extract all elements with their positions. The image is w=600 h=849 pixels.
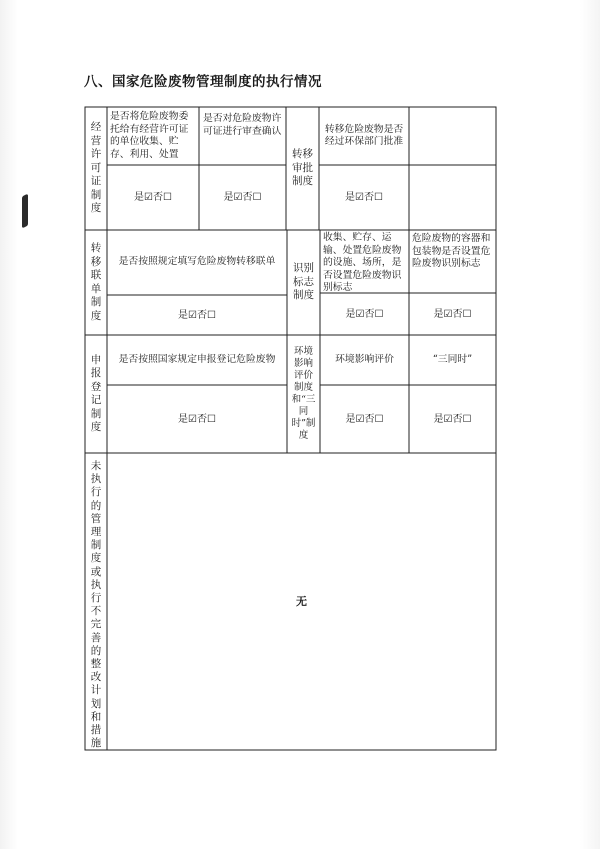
license-answer-entrust[interactable]: 是☑否☐ [134, 192, 172, 203]
license-system-label: 经营许可证制度 [90, 121, 102, 215]
eia-system-label: 环境影响评价制度和“三同时”制度 [291, 346, 316, 441]
transfer-approval-answer[interactable]: 是☑否☐ [345, 192, 383, 203]
license-question-review: 是否对危险废物许可证进行审查确认 [203, 113, 282, 137]
sign-answer-container[interactable]: 是☑否☐ [433, 308, 472, 320]
sign-question-container: 危险废物的容器和包装物是否设置危险废物识别标志 [412, 233, 491, 269]
eia-question: 环境影响评价 [335, 353, 394, 365]
transfer-approval-label: 转移审批制度 [292, 148, 313, 188]
manifest-system-label: 转移联单制度 [90, 242, 102, 322]
license-answer-review[interactable]: 是☑否☐ [223, 192, 262, 203]
declaration-system-label: 申报登记制度 [90, 353, 102, 433]
declaration-question: 是否按照国家规定申报登记危险废物 [118, 353, 276, 365]
sign-question-facility: 收集、贮存、运输、处置危险废物的设施、场所，是否设置危险废物识别标志 [323, 232, 402, 293]
sign-answer-facility[interactable]: 是☑否☐ [345, 308, 384, 320]
rectification-content[interactable]: 无 [296, 595, 307, 608]
eia-answer[interactable]: 是☑否☐ [345, 413, 384, 425]
declaration-answer[interactable]: 是☑否☐ [178, 413, 216, 425]
transfer-approval-question: 转移危险废物是否经过环保部门批准 [324, 123, 404, 147]
sign-system-label: 识别标志制度 [293, 262, 314, 302]
manifest-answer[interactable]: 是☑否☐ [178, 309, 216, 321]
three-simultaneous-answer[interactable]: 是☑否☐ [433, 413, 472, 425]
three-simultaneous-question: “三同时” [432, 353, 473, 365]
section-title: 八、国家危险废物管理制度的执行情况 [84, 74, 322, 90]
rectification-label: 未执行的管理制度或执行不完善的整改计划和措施 [90, 460, 102, 750]
manifest-question: 是否按照规定填写危险废物转移联单 [118, 256, 276, 268]
license-question-entrust: 是否将危险废物委托给有经营许可证的单位收集、贮存、利用、处置 [110, 111, 189, 160]
